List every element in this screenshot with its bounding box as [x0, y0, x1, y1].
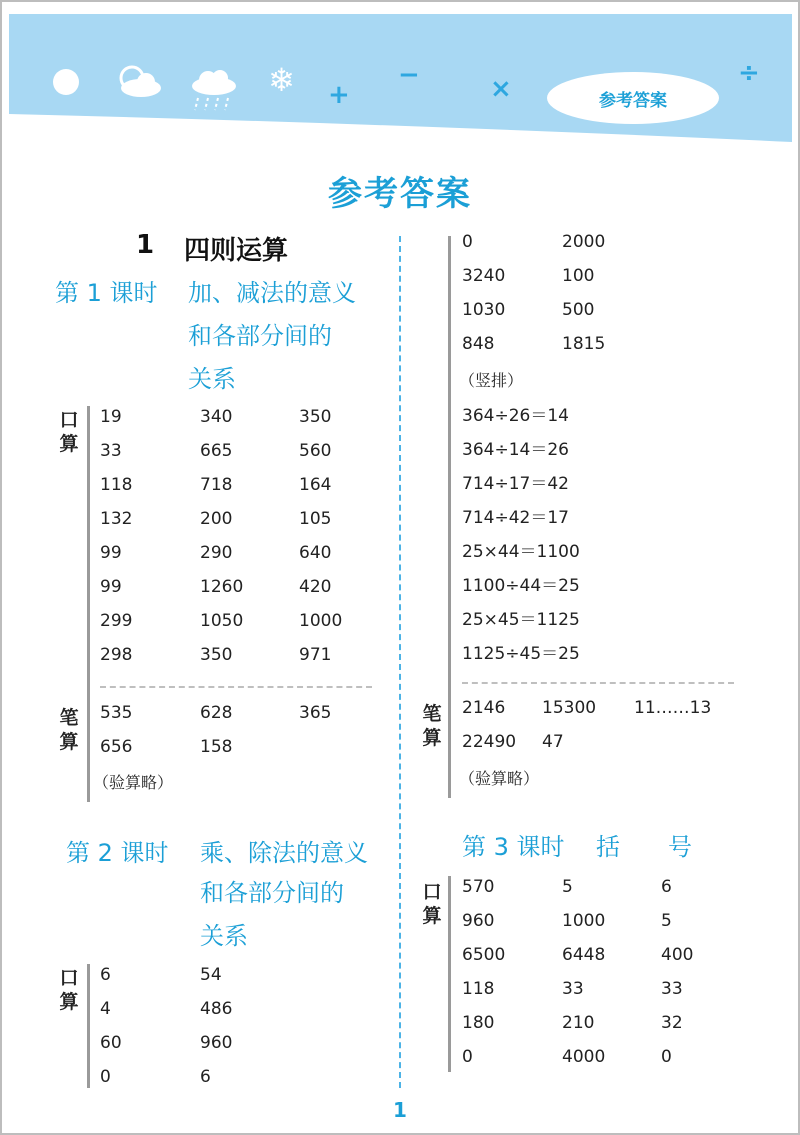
- answer-value: 298: [100, 645, 133, 665]
- answer-value: 0: [462, 1047, 473, 1067]
- divide-sign: ÷: [738, 58, 760, 88]
- answer-value: 2146: [462, 698, 506, 718]
- answer-value: 400: [661, 945, 694, 965]
- section-bar: [448, 236, 451, 798]
- answer-value: 15300: [542, 698, 597, 718]
- answer-value: 1100÷44＝25: [462, 576, 580, 596]
- answer-value: 714÷17＝42: [462, 474, 569, 494]
- answer-value: 340: [200, 407, 233, 427]
- answer-value: 299: [100, 611, 133, 631]
- header-tag: 参考答案: [547, 72, 719, 124]
- plus-sign: +: [328, 80, 350, 110]
- page-number: 1: [393, 1098, 407, 1122]
- lesson2-label: 第 2 课时: [66, 839, 169, 867]
- written-label: 笔 算: [422, 703, 442, 749]
- answer-value: 350: [200, 645, 233, 665]
- answer-value: 118: [100, 475, 133, 495]
- answer-value: 118: [462, 979, 495, 999]
- answer-value: 47: [542, 732, 564, 752]
- lesson2-title-line: 和各部分间的: [200, 879, 344, 907]
- answer-value: 0: [462, 232, 473, 252]
- answer-value: 364÷26＝14: [462, 406, 569, 426]
- answer-value: 665: [200, 441, 233, 461]
- answer-value: 25×45＝1125: [462, 610, 580, 630]
- answer-value: 3240: [462, 266, 506, 286]
- answer-value: 714÷42＝17: [462, 508, 569, 528]
- sun-icon: [52, 68, 80, 96]
- lesson3-title: 括 号: [596, 833, 692, 861]
- answer-value: 350: [299, 407, 332, 427]
- answer-value: 486: [200, 999, 233, 1019]
- answer-value: 0: [100, 1067, 111, 1087]
- minus-sign: −: [398, 60, 420, 90]
- answer-value: 99: [100, 543, 122, 563]
- answer-value: 364÷14＝26: [462, 440, 569, 460]
- written-label: 笔 算: [59, 707, 79, 753]
- lesson1-title-line: 和各部分间的: [188, 322, 332, 350]
- answer-value: 33: [661, 979, 683, 999]
- column-divider: [399, 236, 401, 1088]
- lesson1-title-line: 关系: [188, 365, 236, 393]
- cloudy-icon: [114, 64, 164, 100]
- answer-value: 500: [562, 300, 595, 320]
- times-sign: ×: [490, 74, 512, 104]
- answer-value: 1030: [462, 300, 506, 320]
- answer-value: 5: [562, 877, 573, 897]
- answer-value: 19: [100, 407, 122, 427]
- answer-value: 99: [100, 577, 122, 597]
- answer-value: 158: [200, 737, 233, 757]
- answer-value: 200: [200, 509, 233, 529]
- answer-value: 6: [200, 1067, 211, 1087]
- answer-value: 0: [661, 1047, 672, 1067]
- answer-value: 54: [200, 965, 222, 985]
- snowflake-icon: ❄: [268, 61, 295, 99]
- answer-value: 290: [200, 543, 233, 563]
- answer-value: 164: [299, 475, 332, 495]
- answer-value: 11……13: [634, 698, 712, 718]
- answer-value: 5: [661, 911, 672, 931]
- lesson1-label: 第 1 课时: [55, 279, 158, 307]
- check-note: （验算略）: [93, 773, 174, 792]
- answer-value: 420: [299, 577, 332, 597]
- answer-value: 4: [100, 999, 111, 1019]
- answer-value: 365: [299, 703, 332, 723]
- answer-value: 1815: [562, 334, 606, 354]
- dashed-separator: [100, 686, 372, 688]
- section-bar: [448, 876, 451, 1072]
- answer-value: 1125÷45＝25: [462, 644, 580, 664]
- answer-value: 100: [562, 266, 595, 286]
- answer-value: 33: [100, 441, 122, 461]
- chapter-number: 1: [136, 230, 155, 260]
- answer-value: 535: [100, 703, 133, 723]
- dashed-separator: [462, 682, 734, 684]
- answer-value: 105: [299, 509, 332, 529]
- answer-value: 628: [200, 703, 233, 723]
- answer-value: 848: [462, 334, 495, 354]
- rain-icon: [188, 68, 240, 112]
- answer-value: 570: [462, 877, 495, 897]
- lesson3-label: 第 3 课时: [462, 833, 565, 861]
- answer-value: 1000: [299, 611, 343, 631]
- answer-value: 180: [462, 1013, 495, 1033]
- answer-value: 6: [100, 965, 111, 985]
- lesson2-title-line: 关系: [200, 922, 248, 950]
- answer-value: 6: [661, 877, 672, 897]
- chapter-title: 四则运算: [184, 236, 289, 266]
- answer-value: 960: [462, 911, 495, 931]
- check-note: （验算略）: [459, 769, 540, 788]
- answer-value: 718: [200, 475, 233, 495]
- answer-value: 6448: [562, 945, 606, 965]
- answer-value: 33: [562, 979, 584, 999]
- oral-label: 口 算: [59, 409, 79, 455]
- section-bar: [87, 964, 90, 1088]
- answer-value: 132: [100, 509, 133, 529]
- answer-value: 960: [200, 1033, 233, 1053]
- section-bar: [87, 406, 90, 802]
- answer-value: 6500: [462, 945, 506, 965]
- answer-value: 2000: [562, 232, 606, 252]
- oral-label: 口 算: [422, 881, 442, 927]
- lesson1-title-line: 加、减法的意义: [188, 279, 356, 307]
- vertical-note: （竖排）: [459, 371, 524, 390]
- page-title: 参考答案: [328, 174, 472, 214]
- answer-value: 560: [299, 441, 332, 461]
- answer-value: 60: [100, 1033, 122, 1053]
- answer-value: 971: [299, 645, 332, 665]
- answer-value: 4000: [562, 1047, 606, 1067]
- oral-label: 口 算: [59, 967, 79, 1013]
- answer-value: 1050: [200, 611, 244, 631]
- answer-value: 32: [661, 1013, 683, 1033]
- answer-value: 656: [100, 737, 133, 757]
- answer-value: 25×44＝1100: [462, 542, 580, 562]
- answer-value: 22490: [462, 732, 517, 752]
- answer-value: 1260: [200, 577, 244, 597]
- answer-value: 210: [562, 1013, 595, 1033]
- answer-value: 1000: [562, 911, 606, 931]
- answer-value: 640: [299, 543, 332, 563]
- lesson2-title-line: 乘、除法的意义: [200, 839, 368, 867]
